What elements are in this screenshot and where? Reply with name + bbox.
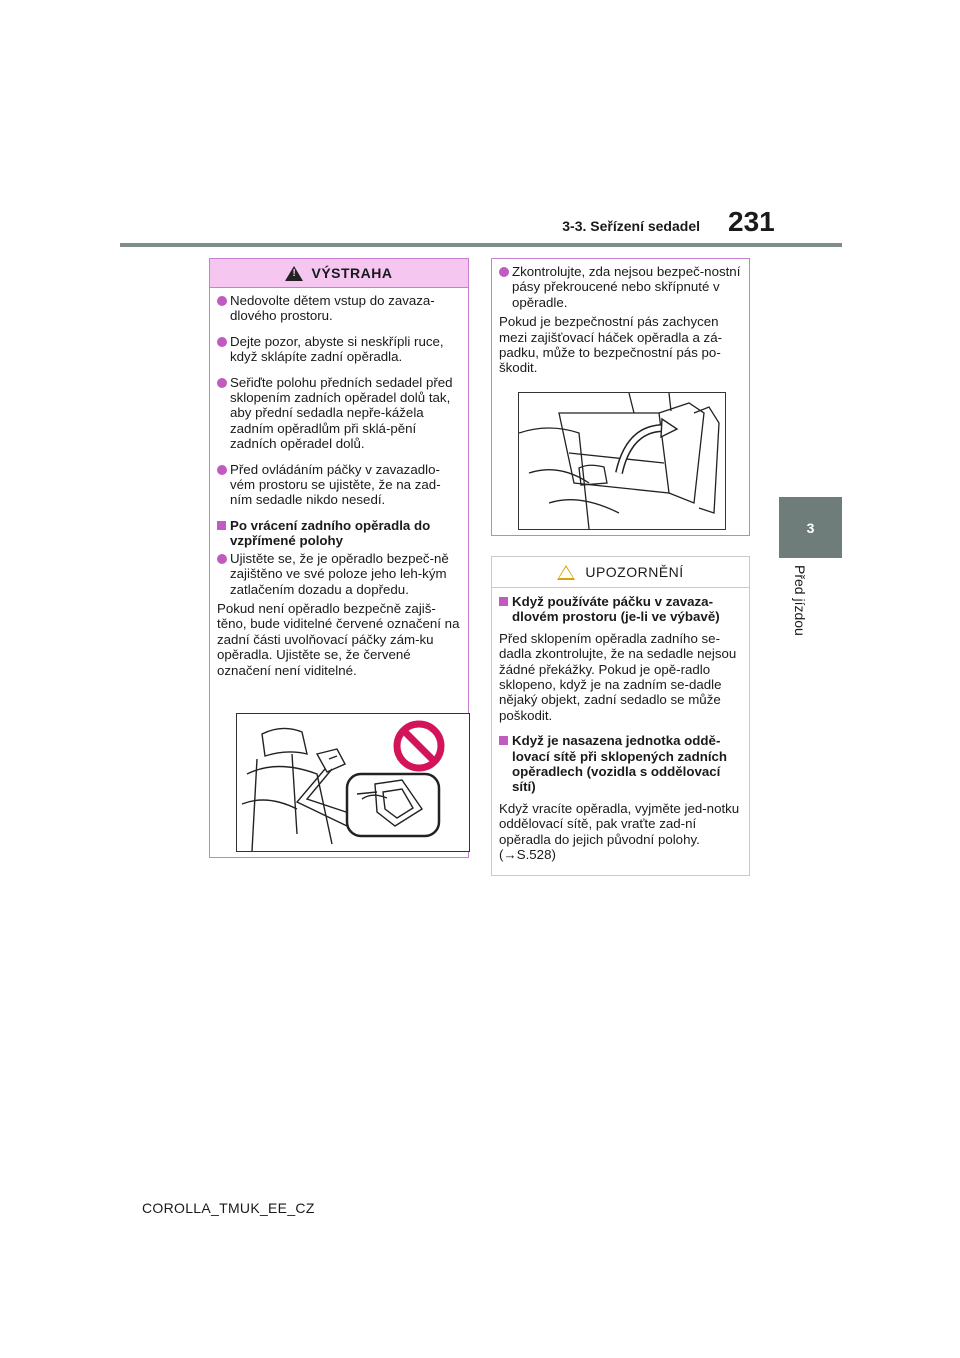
warning-bullet: Dejte pozor, abyste si neskřípli ruce, když sklápíte zadní opěradla.: [217, 334, 461, 365]
caution-header: [492, 557, 749, 588]
caution-paragraph: Když vracíte opěradla, vyjměte jed-notku oddělovací sítě, pak vraťte zad-ní opěradla do jejich původní polohy.: [499, 800, 740, 847]
caution-triangle-icon: [557, 565, 575, 580]
warning-bullet: Seřiďte polohu předních sedadel před sklopením zadních opěradel dolů tak, aby přední sedadla nepře-kážela zadním opěradlům při sklá-pění zadních opěradel dolů.: [217, 375, 461, 452]
header-rule: [120, 243, 842, 247]
warning-triangle-icon: [285, 266, 303, 281]
caution-heading: UPOZORNĚNÍ: [585, 564, 684, 580]
warning-header: [210, 259, 468, 288]
warning-bullet: Ujistěte se, že je opěradlo bezpeč-ně zajištěno ve své poloze jeho leh-kým zatlačením dozadu a dopředu.: [217, 551, 461, 597]
page-number: 231: [728, 206, 775, 237]
page-reference[interactable]: (→S.528): [499, 847, 556, 863]
warning-subheading: Po vrácení zadního opěradla do vzpřímené polohy: [217, 518, 461, 549]
warning-paragraph: Pokud je bezpečnostní pás zachycen mezi zajišťovací háček opěradla a zá-padku, může to bezpečnostní pás po-škodit.: [499, 314, 723, 376]
warning-bullet: Před ovládáním páčky v zavazadlo-vém prostoru se ujistěte, že na zad-ním sedadle nikdo nesedí.: [217, 462, 461, 508]
chapter-label: Před jízdou: [792, 565, 808, 636]
caution-paragraph: Před sklopením opěradla zadního se-dadla zkontrolujte, že na sedadle nejsou žádné překážky. Pokud je opě-radlo sklopeno, když je na zadním se-dadle nějaký objekt, zadní sedadlo se může poškodit.: [499, 630, 737, 723]
caution-subheading: Když používáte páčku v zavaza-dlovém prostoru (je-li ve výbavě): [499, 594, 742, 625]
chapter-tab: 3: [779, 497, 842, 558]
warning-box: [209, 258, 469, 858]
caution-subheading: Když je nasazena jednotka oddě-lovací sítě při sklopených zadních opěradlech (vozidla s oddělovací sítí): [499, 733, 742, 795]
caution-box: [491, 556, 750, 876]
warning-bullet: Nedovolte dětem vstup do zavaza-dlového prostoru.: [217, 293, 461, 324]
warning-bullet: Zkontrolujte, zda nejsou bezpeč-nostní pásy překroucené nebo skřípnuté v opěradle.: [499, 264, 742, 310]
section-title: 3-3. Seřízení sedadel: [562, 218, 700, 234]
warning-heading: VÝSTRAHA: [311, 265, 393, 281]
warning-continuation-box: [491, 258, 750, 536]
seat-lever-illustration: [236, 713, 470, 852]
seatbelt-illustration: [518, 392, 726, 530]
warning-paragraph: Pokud není opěradlo bezpečně zajiš-těno, bude viditelné červené označení na zadní části uvolňovací páčky zám-ku opěradla. Ujistěte se, že červené označení není viditelné.: [217, 600, 460, 678]
document-code: COROLLA_TMUK_EE_CZ: [142, 1200, 315, 1216]
